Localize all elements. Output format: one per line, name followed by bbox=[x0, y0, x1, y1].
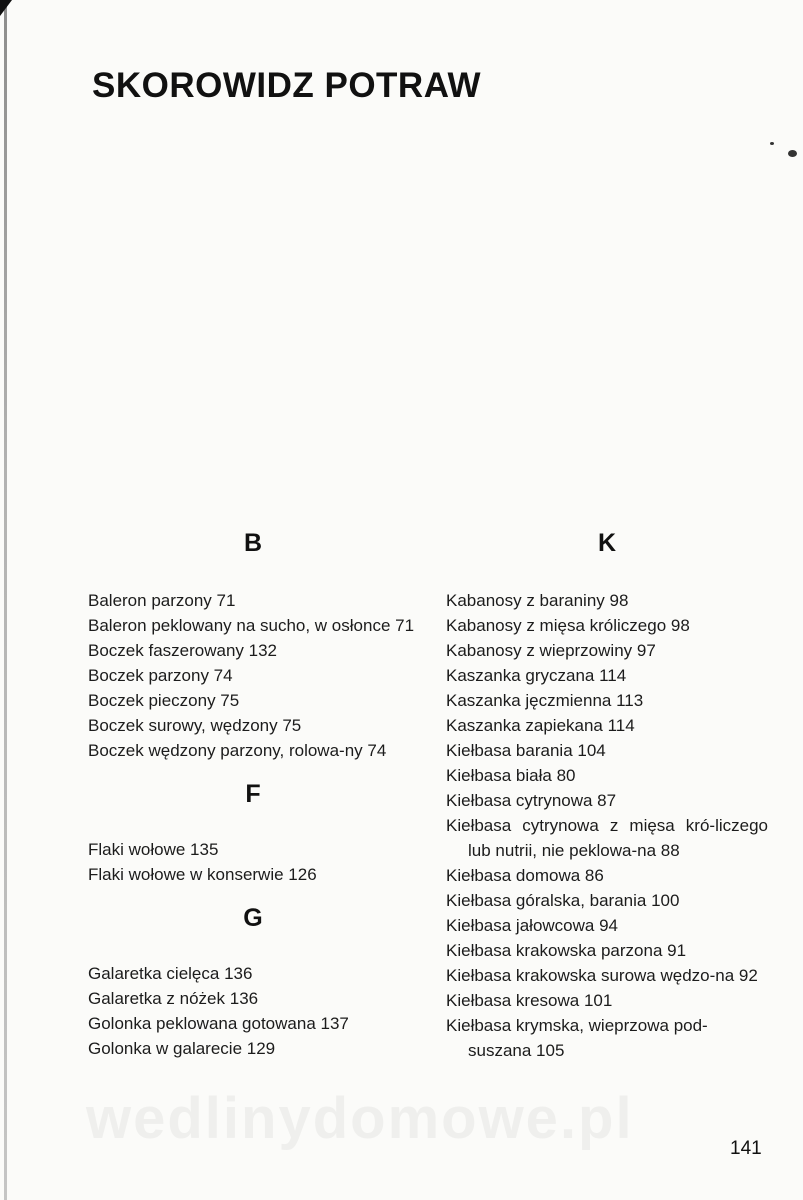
page-title: SKOROWIDZ POTRAW bbox=[92, 66, 482, 105]
section-letter: B bbox=[243, 529, 263, 557]
index-entry: Kaszanka jęczmienna 113 bbox=[446, 691, 644, 710]
index-entry: Flaki wołowe w konserwie 126 bbox=[88, 865, 317, 884]
index-entry: Kiełbasa domowa 86 bbox=[446, 866, 604, 885]
index-entry: Kaszanka gryczana 114 bbox=[446, 666, 627, 685]
section-g bbox=[88, 903, 418, 1061]
watermark: wedlinydomowe.pl bbox=[86, 1086, 634, 1151]
index-entry: Golonka peklowana gotowana 137 bbox=[88, 1014, 349, 1033]
index-column-right bbox=[446, 528, 768, 1063]
index-entry: Kiełbasa krakowska surowa wędzo-na 92 bbox=[446, 966, 758, 985]
section-f bbox=[88, 779, 418, 887]
index-entry: Flaki wołowe 135 bbox=[88, 840, 219, 859]
entry-list bbox=[88, 837, 418, 887]
page-edge bbox=[4, 0, 7, 1200]
section-letter: G bbox=[243, 904, 263, 932]
index-entry: Kabanosy z wieprzowiny 97 bbox=[446, 641, 656, 660]
index-entry: Kiełbasa góralska, barania 100 bbox=[446, 891, 680, 910]
entry-list bbox=[446, 588, 768, 1063]
index-entry: Baleron parzony 71 bbox=[88, 591, 236, 610]
section-b bbox=[88, 528, 418, 763]
section-k bbox=[446, 528, 768, 1063]
index-entry: Kiełbasa krymska, wieprzowa pod-suszana 105 bbox=[446, 1016, 708, 1060]
index-entry: Boczek surowy, wędzony 75 bbox=[88, 716, 302, 735]
index-entry: Baleron peklowany na sucho, w osłonce 71 bbox=[88, 616, 415, 635]
index-column-left bbox=[88, 528, 418, 1061]
index-entry: Kaszanka zapiekana 114 bbox=[446, 716, 635, 735]
index-entry: Kiełbasa barania 104 bbox=[446, 741, 606, 760]
index-entry: Boczek faszerowany 132 bbox=[88, 641, 277, 660]
section-letter: F bbox=[245, 780, 261, 808]
index-entry: Kiełbasa cytrynowa 87 bbox=[446, 791, 617, 810]
index-entry: Galaretka cielęca 136 bbox=[88, 964, 253, 983]
index-entry: Boczek pieczony 75 bbox=[88, 691, 240, 710]
index-entry: Kabanosy z mięsa króliczego 98 bbox=[446, 616, 690, 635]
index-entry: Kabanosy z baraniny 98 bbox=[446, 591, 629, 610]
entry-list bbox=[88, 961, 418, 1061]
index-entry: Kiełbasa krakowska parzona 91 bbox=[446, 941, 687, 960]
index-entry: Kiełbasa cytrynowa z mięsa kró-liczego lub nutrii, nie peklowa-na 88 bbox=[446, 816, 768, 860]
entry-list bbox=[88, 588, 418, 763]
page-number: 141 bbox=[730, 1138, 762, 1159]
index-entry: Kiełbasa biała 80 bbox=[446, 766, 576, 785]
index-entry: Boczek parzony 74 bbox=[88, 666, 233, 685]
index-entry: Kiełbasa jałowcowa 94 bbox=[446, 916, 618, 935]
index-entry: Golonka w galarecie 129 bbox=[88, 1039, 276, 1058]
speck bbox=[770, 142, 774, 145]
index-entry: Boczek wędzony parzony, rolowa-ny 74 bbox=[88, 741, 387, 760]
index-entry: Galaretka z nóżek 136 bbox=[88, 989, 259, 1008]
index-entry: Kiełbasa kresowa 101 bbox=[446, 991, 613, 1010]
speck bbox=[788, 150, 797, 157]
section-letter: K bbox=[597, 529, 617, 557]
corner-mark bbox=[0, 0, 12, 16]
